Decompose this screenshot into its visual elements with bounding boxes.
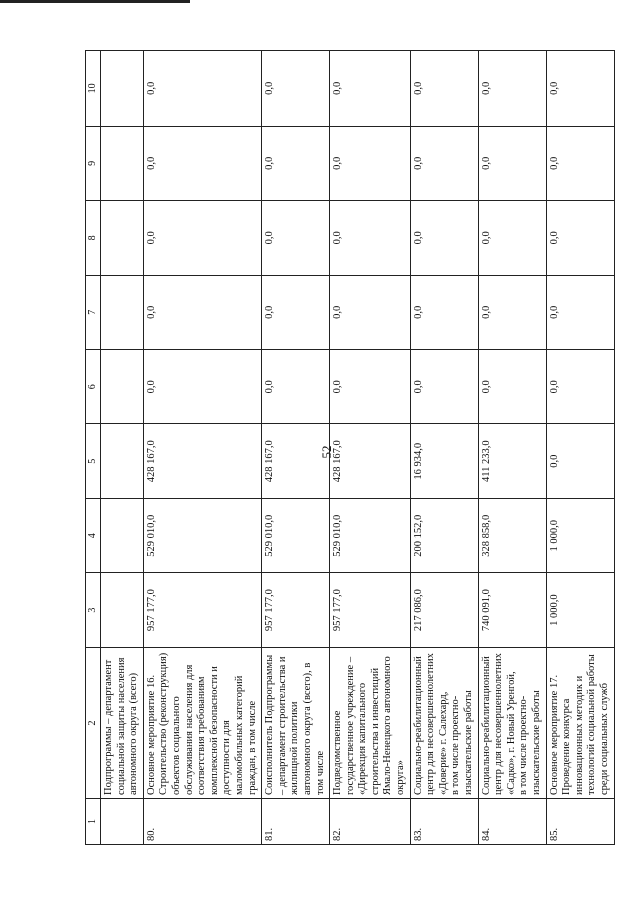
cell-value: 200 152,0 [410,498,478,572]
cell-value: 0,0 [478,51,546,127]
cell-value: 0,0 [546,51,614,127]
cell-value: 0,0 [546,350,614,424]
row-number: 82. [330,799,411,845]
cell-value: 0,0 [410,201,478,275]
cell-value [101,573,144,647]
cell-value: 0,0 [262,51,330,127]
cell-value: 1 000,0 [546,498,614,572]
table-row [410,51,478,845]
cell-value: 0,0 [410,275,478,349]
cell-value: 957 177,0 [330,573,411,647]
cell-value: 957 177,0 [143,573,261,647]
cell-value: 0,0 [546,424,614,498]
table-row [262,51,330,845]
cell-value [101,201,144,275]
cell-value: 0,0 [410,51,478,127]
cell-value: 428 167,0 [262,424,330,498]
column-header: 6 [86,350,101,424]
cell-value: 0,0 [262,201,330,275]
row-number: 80. [143,799,261,845]
column-header: 9 [86,126,101,200]
cell-value [101,275,144,349]
cell-value: 328 858,0 [478,498,546,572]
cell-value: 0,0 [478,201,546,275]
page-number: 52 [319,445,334,459]
cell-value: 0,0 [330,201,411,275]
cell-value: 0,0 [262,126,330,200]
row-name: Подпрограммы – департамент социальной защиты населения автономного округа (всего) [101,647,144,798]
cell-value: 16 934,0 [410,424,478,498]
cell-value [101,350,144,424]
table-row [478,51,546,845]
column-header: 3 [86,573,101,647]
cell-value: 0,0 [478,126,546,200]
table-row [143,51,261,845]
row-number: 83. [410,799,478,845]
cell-value: 740 091,0 [478,573,546,647]
cell-value: 957 177,0 [262,573,330,647]
cell-value: 411 233,0 [478,424,546,498]
table-row [546,51,614,845]
cell-value: 0,0 [262,350,330,424]
row-number: 85. [546,799,614,845]
cell-value: 529 010,0 [262,498,330,572]
row-name: Социально-реабилитационный центр для несовершеннолетних «Доверие» г. Салехард, в том числе проектно-изыскательские работы [410,647,478,798]
row-number [101,799,144,845]
cell-value: 529 010,0 [330,498,411,572]
row-name: Социально-реабилитационный центр для несовершеннолетних «Садко», г. Новый Уренгой, в том числе проектно-изыскательские работы [478,647,546,798]
cell-value: 0,0 [330,51,411,127]
budget-table [85,50,615,845]
row-name: Подведомственное государственное учреждение – «Дирекция капитального строительства и инвестиций Ямало-Ненецкого автономного округа» [330,647,411,798]
cell-value: 0,0 [410,350,478,424]
cell-value: 0,0 [330,126,411,200]
cell-value: 0,0 [546,126,614,200]
column-header: 4 [86,498,101,572]
cell-value [101,424,144,498]
cell-value: 0,0 [143,201,261,275]
cell-value: 0,0 [143,275,261,349]
row-name: Основное мероприятие 17. Проведение конкурса инновационных методик и технологий социальной работы среди социальных служб [546,647,614,798]
cell-value: 0,0 [478,275,546,349]
cell-value: 0,0 [330,350,411,424]
cell-value: 0,0 [143,350,261,424]
cell-value [101,51,144,127]
cell-value [101,498,144,572]
row-name: Соисполнитель Подпрограммы – департамент строительства и жилищной политики автономного округа (всего), в том числе [262,647,330,798]
column-header: 5 [86,424,101,498]
cell-value: 0,0 [262,275,330,349]
table-row [101,51,144,845]
cell-value: 0,0 [143,51,261,127]
cell-value: 0,0 [143,126,261,200]
cell-value: 529 010,0 [143,498,261,572]
rotated-table-frame [85,50,610,845]
cell-value [101,126,144,200]
cell-value: 0,0 [546,201,614,275]
cell-value: 1 000,0 [546,573,614,647]
cell-value: 428 167,0 [143,424,261,498]
cell-value: 0,0 [546,275,614,349]
column-header: 7 [86,275,101,349]
cell-value: 428 167,0 [330,424,411,498]
column-header: 2 [86,647,101,798]
column-header: 1 [86,799,101,845]
table-row [330,51,411,845]
row-number: 84. [478,799,546,845]
cell-value: 217 086,0 [410,573,478,647]
cell-value: 0,0 [330,275,411,349]
header-row [86,51,101,845]
column-header: 10 [86,51,101,127]
column-header: 8 [86,201,101,275]
row-number: 81. [262,799,330,845]
top-rule [0,0,190,3]
cell-value: 0,0 [478,350,546,424]
cell-value: 0,0 [410,126,478,200]
row-name: Основное мероприятие 16. Строительство (реконструкция) объектов социального обслуживания населения для соответствия требованиям комплексной безопасности и доступности для маломобильных категорий граждан, в том числе [143,647,261,798]
